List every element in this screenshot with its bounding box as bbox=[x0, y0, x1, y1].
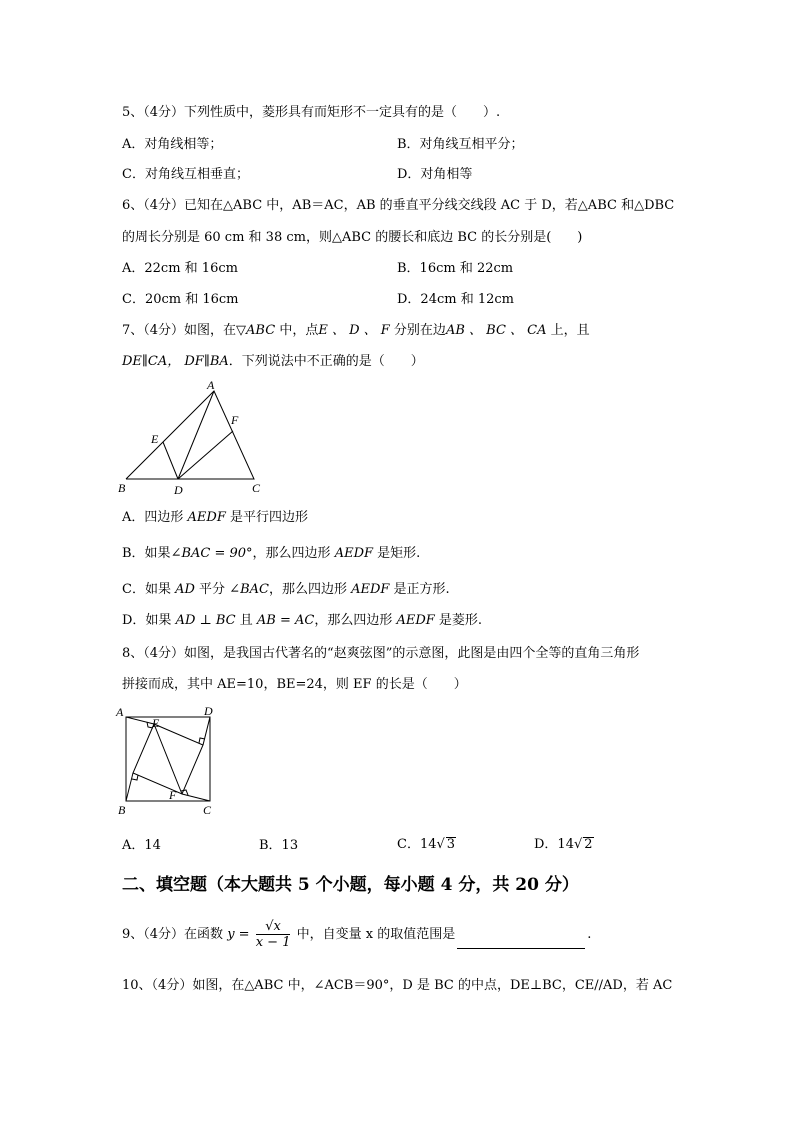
q7-option-a: A．四边形 AEDF 是平行四边形 bbox=[122, 510, 308, 525]
q7-option-b: B．如果∠BAC = 90°，那么四边形 AEDF 是矩形. bbox=[122, 546, 421, 561]
section-2-heading: 二、填空题（本大题共 5 个小题，每小题 4 分，共 20 分） bbox=[122, 875, 579, 895]
q6-option-d: D．24cm 和 12cm bbox=[397, 292, 514, 307]
q7-segment-df bbox=[178, 431, 233, 479]
q7-segment-de bbox=[163, 442, 178, 479]
q10-stem-line1: 10、（4分）如图，在△ABC 中，∠ACB＝90°，D 是 BC 的中点，DE⊥BC，CE//AD，若 AC bbox=[122, 978, 673, 993]
q5-stem: 5、（4分）下列性质中，菱形具有而矩形不一定具有的是（ ）. bbox=[122, 105, 501, 120]
q6-stem-line1: 6、（4分）已知在△ABC 中，AB＝AC，AB 的垂直平分线交线段 AC 于 D，若△ABC 和△DBC bbox=[122, 198, 675, 213]
q9-answer-blank[interactable] bbox=[457, 936, 585, 949]
q8-option-d-radical: √ bbox=[573, 837, 583, 852]
q7-label-d: D bbox=[174, 483, 183, 497]
q7-option-d: D．如果 AD ⊥ BC 且 AB = AC，那么四边形 AEDF 是菱形. bbox=[122, 613, 483, 628]
q7-triangle-figure bbox=[112, 376, 282, 504]
q7-label-f: F bbox=[231, 413, 239, 427]
q8-option-a: A．14 bbox=[122, 838, 161, 853]
q8-right-angle-mark-g bbox=[132, 775, 138, 780]
q9-fraction: $\frac{√x}{x - 1}$ bbox=[255, 919, 291, 950]
q9-stem: 9、（4分）在函数 y = $\frac{√x}{x - 1}$ 中，自变量 x 的取值范围是 . bbox=[122, 919, 592, 950]
q7-option-c: C．如果 AD 平分 ∠BAC，那么四边形 AEDF 是正方形. bbox=[122, 582, 450, 597]
q8-option-c-radical: √ bbox=[436, 837, 445, 852]
q8-segment-cf bbox=[182, 794, 210, 801]
q6-option-a: A．22cm 和 16cm bbox=[122, 261, 238, 276]
q8-label-a: A bbox=[116, 705, 124, 719]
q8-stem-line2: 拼接而成，其中 AE=10，BE=24，则 EF 的长是（ ） bbox=[122, 677, 467, 692]
q6-option-b: B．16cm 和 22cm bbox=[397, 261, 514, 276]
q8-segment-bg bbox=[126, 773, 133, 801]
q8-option-b: B．13 bbox=[259, 838, 299, 853]
q8-stem-line1: 8、（4分）如图，是我国古代著名的“赵爽弦图”的示意图，此图是由四个全等的直角三角形 bbox=[122, 646, 640, 661]
q7-label-e: E bbox=[151, 432, 159, 446]
q5-option-c: C．对角线互相垂直； bbox=[122, 167, 249, 182]
q8-segment-ae bbox=[126, 717, 154, 724]
q6-option-c: C．20cm 和 16cm bbox=[122, 292, 239, 307]
q8-label-c: C bbox=[203, 803, 212, 817]
q5-option-b: B．对角线互相平分； bbox=[397, 137, 524, 152]
q6-stem-line2: 的周长分别是 60 cm 和 38 cm，则△ABC 的腰长和底边 BC 的长分别是( ) bbox=[122, 230, 583, 245]
q7-label-a: A bbox=[207, 378, 215, 392]
q8-option-d: D．14√ 2 bbox=[534, 837, 593, 852]
q7-segment-ad bbox=[178, 391, 214, 479]
q7-label-c: C bbox=[252, 481, 261, 495]
q8-segment-dh bbox=[203, 717, 210, 745]
q5-option-a: A．对角线相等； bbox=[122, 137, 223, 152]
q7-triangle-outline bbox=[126, 391, 254, 479]
q8-label-d: D bbox=[204, 704, 213, 718]
q8-option-c: C．14√ 3 bbox=[397, 837, 456, 852]
q8-label-e: E bbox=[152, 716, 160, 730]
q8-zhaoshuang-figure bbox=[112, 700, 222, 826]
q7-label-b: B bbox=[118, 481, 126, 495]
q7-stem-line2: DE∥CA， DF∥BA．下列说法中不正确的是（ ） bbox=[122, 354, 424, 369]
q8-label-b: B bbox=[118, 803, 126, 817]
q8-label-f: F bbox=[169, 788, 177, 802]
q7-stem-line1: 7、（4分）如图，在▽ABC 中，点E 、 D 、 F 分别在边AB 、 BC 、 CA 上，且 bbox=[122, 323, 590, 338]
q5-option-d: D．对角相等 bbox=[397, 167, 473, 182]
